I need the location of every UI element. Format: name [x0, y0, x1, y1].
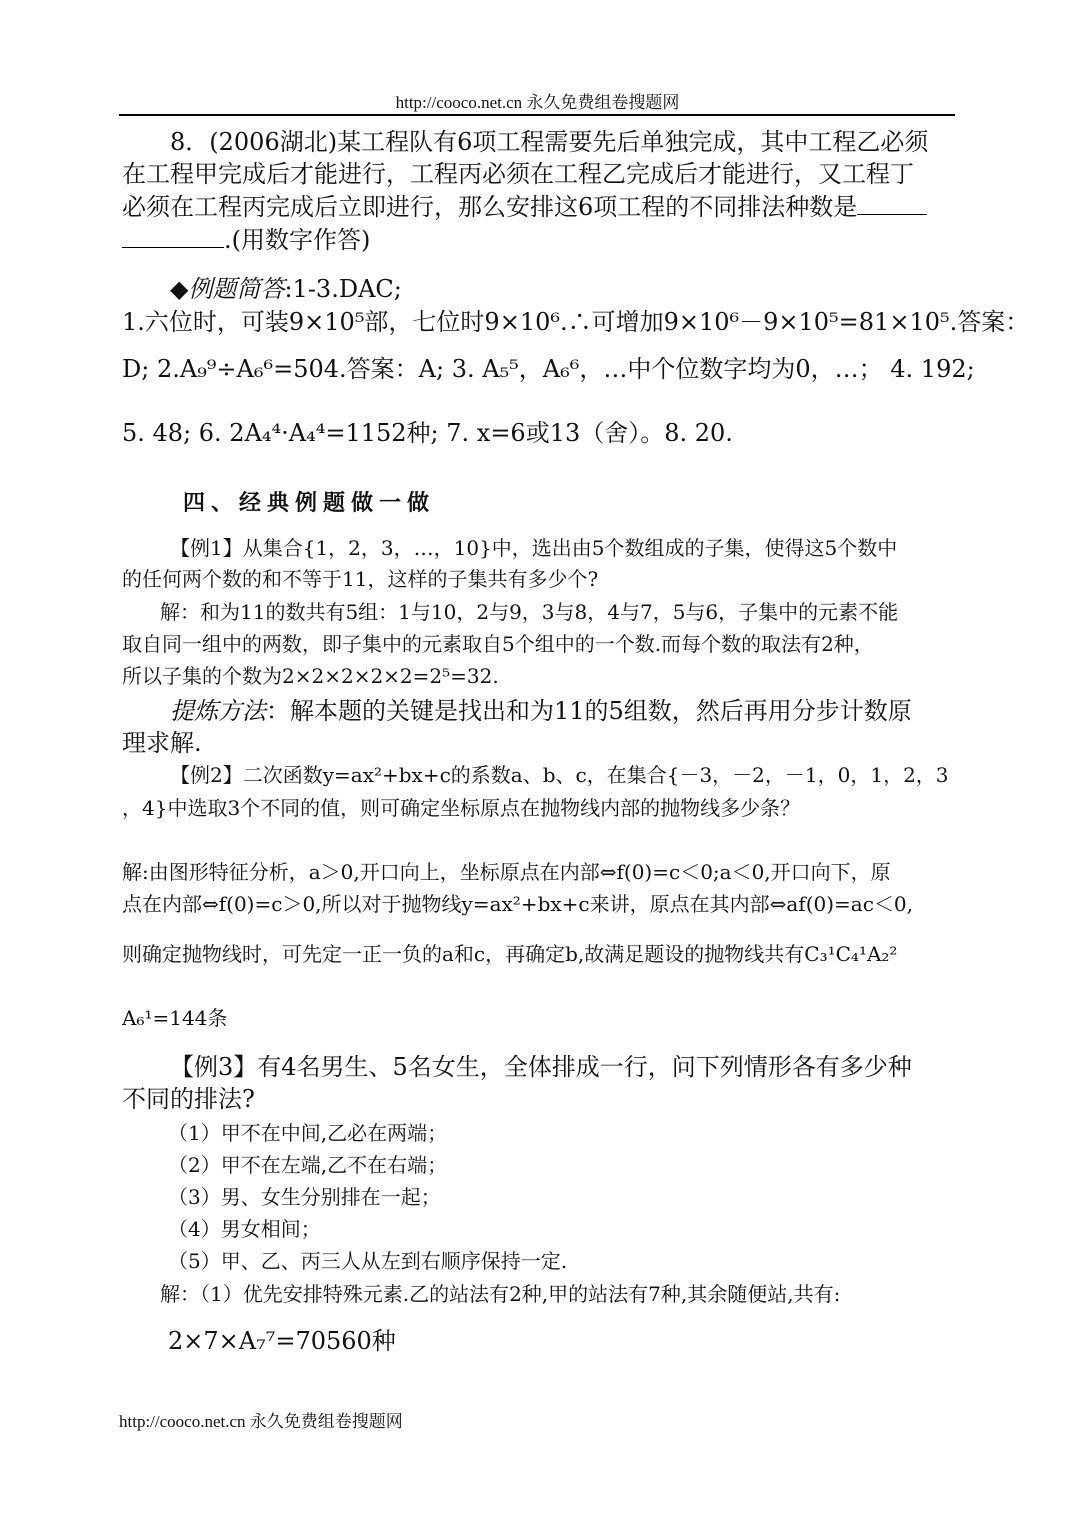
problem8-line4-text: .(用数字作答) [224, 226, 371, 254]
problem8-line3 [122, 192, 927, 222]
ex2-solution-4: A₆¹=144条 [122, 1006, 228, 1030]
brief-line3: 5. 48; 6. 2A₄⁴·A₄⁴=1152种; 7. x=6或13（舍）。8. 20. [122, 419, 733, 447]
ex2-question-2: ，4}中选取3个不同的值，则可确定坐标原点在抛物线内部的抛物线多少条？ [122, 796, 801, 820]
ex1-method-2: 理求解. [122, 729, 202, 757]
problem8-line3-text: 必须在工程丙完成后立即进行，那么安排这6项工程的不同排法种数是 [122, 193, 858, 221]
problem8-line1: 8．(2006湖北)某工程队有6项工程需要先后单独完成，其中工程乙必须 [170, 128, 929, 156]
ex1-solution-3: 所以子集的个数为2×2×2×2×2=2⁵=32. [122, 664, 499, 688]
method-label: 提炼方法 [170, 697, 266, 725]
ex2-question-1: 【例2】二次函数y=ax²+bx+c的系数a、b、c，在集合{－3，－2，－1，0，1，2，3 [170, 763, 949, 787]
page-footer: http://cooco.net.cn 永久免费组卷搜题网 [119, 1412, 403, 1431]
ex3-case-5: （5）甲、乙、丙三人从左到右顺序保持一定. [168, 1249, 568, 1273]
brief-line1: 1.六位时，可装9×10⁵部，七位时9×10⁶.∴可增加9×10⁶－9×10⁵=81×10⁵.答案： [122, 308, 1030, 336]
ex3-question-2: 不同的排法? [122, 1085, 255, 1113]
ex3-solution-2: 2×7×A₇⁷=70560种 [168, 1327, 396, 1355]
ex1-solution-1: 解：和为11的数共有5组：1与10，2与9，3与8，4与7，5与6，子集中的元素不能 [160, 600, 899, 624]
section-heading: 四、经典例题做一做 [183, 490, 436, 516]
ex1-question-1: 【例1】从集合{1，2，3，…，10}中，选出由5个数组成的子集，使得这5个数中 [170, 536, 898, 560]
diamond-bullet-icon: ◆ [170, 275, 189, 303]
ex1-question-2: 的任何两个数的和不等于11，这样的子集共有多少个? [122, 567, 599, 591]
ex3-case-3: （3）男、女生分别排在一起； [168, 1185, 441, 1209]
problem8-line2: 在工程甲完成后才能进行，工程丙必须在工程乙完成后才能进行，又工程丁 [122, 160, 914, 188]
ex2-solution-3: 则确定抛物线时，可先定一正一负的a和c，再确定b,故满足题设的抛物线共有C₃¹C₄¹A₂² [122, 942, 898, 966]
brief-title-tail: :1-3.DAC; [284, 275, 402, 303]
ex1-solution-2: 取自同一组中的两数，即子集中的元素取自5个组中的一个数.而每个数的取法有2种， [122, 632, 874, 656]
ex2-solution-1: 解:由图形特征分析，a＞0,开口向上，坐标原点在内部⇔f(0)=c＜0;a＜0,开口向下，原 [122, 860, 891, 884]
problem8-line4 [122, 225, 370, 255]
method-text: ：解本题的关键是找出和为11的5组数，然后再用分步计数原 [266, 697, 912, 725]
ex3-case-4: （4）男女相间； [168, 1217, 321, 1241]
brief-line2: D; 2.A₉⁹÷A₆⁶=504.答案：A; 3. A₅⁵，A₆⁶，…中个位数字均为0，…； 4. 192; [122, 355, 975, 383]
ex3-case-1: （1）甲不在中间,乙必在两端； [168, 1121, 448, 1145]
header-rule [119, 114, 955, 116]
answer-blank-cont [122, 225, 224, 248]
page-header: http://cooco.net.cn 永久免费组卷搜题网 [395, 93, 680, 112]
ex1-method-1 [170, 696, 912, 726]
ex3-question-1: 【例3】有4名男生、5名女生，全体排成一行，问下列情形各有多少种 [170, 1053, 912, 1081]
ex2-solution-2: 点在内部⇔f(0)=c＞0,所以对于抛物线y=ax²+bx+c来讲，原点在其内部⇔af(0)=ac＜0, [122, 892, 913, 916]
answer-blank [857, 192, 927, 215]
brief-title [170, 274, 402, 304]
ex3-solution-1: 解：（1）优先安排特殊元素.乙的站法有2种,甲的站法有7种,其余随便站,共有: [160, 1282, 841, 1306]
ex3-case-2: （2）甲不在左端,乙不在右端； [168, 1153, 448, 1177]
brief-title-label: 例题简答 [188, 275, 285, 303]
